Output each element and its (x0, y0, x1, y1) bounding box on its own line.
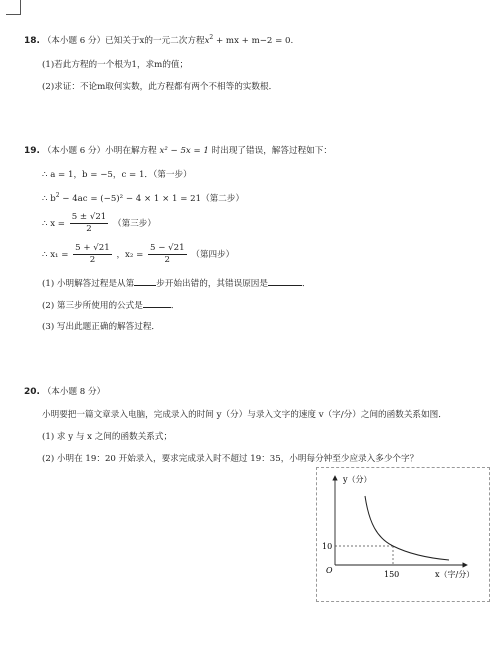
q19-part1-text-a: (1) 小明解答过程是从第 (42, 279, 135, 289)
q19-step2-lhs: ∴ b (42, 194, 56, 204)
q19-step3-prefix: ∴ x = (42, 219, 65, 229)
q18-part1: (1)若此方程的一个根为1，求m的值； (42, 60, 189, 70)
page-corner-mark (6, 0, 21, 15)
q19-step4-x1-numerator: 5 + √21 (75, 243, 110, 253)
y-tick-label: 10 (322, 542, 333, 551)
q20-graph-frame (316, 467, 490, 602)
q19-step1: ∴ a = 1，b = −5，c = 1．（第一步） (42, 170, 192, 180)
q19-step4-x1-fraction (73, 243, 112, 266)
q20-part2: (2) 小明在 19：20 开始录入，要求完成录入时不超过 19：35，小明每分钟至少应录入多少个字？ (42, 454, 419, 464)
q18-equation-tail: + mx + m−2 = 0. (215, 36, 294, 46)
q19-step2: ∴ $b^2 - 4ac = (-5)^2 - 4 \times 1 \times 1 = 21$（第二步） (42, 192, 245, 204)
q19-part1-text-b: 步开始出错的，其错误原因是 (156, 279, 268, 289)
q19-part2-text: (2) 第三步所使用的公式是 (42, 301, 143, 311)
q19-intro-tail: 时出现了错误，解答过程如下： (211, 146, 332, 156)
q19-part1 (42, 276, 311, 289)
q20-graph (317, 468, 491, 603)
inverse-curve (365, 496, 449, 560)
y-axis-label: y（分） (343, 475, 372, 484)
q18-number: 18. (24, 36, 40, 46)
q19-step4-x2-denominator: 2 (164, 255, 171, 265)
q19-step4-x2-fraction (148, 243, 187, 266)
q20-intro: （本小题 8 分） (42, 387, 106, 397)
q20-number: 20. (24, 387, 40, 397)
q20-part1: (1) 求 y 与 x 之间的函数关系式； (42, 432, 173, 442)
q19-step3-denominator: 2 (86, 224, 92, 234)
q19-part2-end: ． (170, 301, 180, 311)
q19-step3 (42, 212, 156, 235)
q19-step4 (42, 243, 234, 266)
q19-answer-blank-formula[interactable] (143, 298, 171, 308)
q19-part2 (42, 298, 179, 311)
origin-label: O (326, 566, 333, 575)
q19-step4-x1: ∴ x₁ = (42, 250, 69, 260)
q18-part2: (2)求证：不论m取何实数，此方程都有两个不相等的实数根． (42, 82, 278, 92)
q19-answer-blank-reason[interactable] (268, 276, 302, 286)
q19-step4-x2-numerator: 5 − √21 (150, 243, 185, 253)
q19-step3-fraction (70, 212, 109, 235)
q19-step4-suffix: （第四步） (191, 250, 235, 260)
q19-intro: （本小题 6 分）小明在解方程 (42, 146, 157, 156)
q19-step3-suffix: （第三步） (113, 219, 156, 229)
q19-part3: (3) 写出此题正确的解答过程． (42, 322, 161, 332)
q19-answer-blank-step[interactable] (134, 276, 156, 286)
q20-stem (24, 385, 105, 397)
q19-part1-end: ． (301, 279, 311, 289)
q20-paragraph: 小明要把一篇文章录入电脑，完成录入的时间 y（分）与录入文字的速度 v（字/分）之间的函数关系如图． (42, 410, 447, 420)
q19-equation: x² − 5x = 1 (159, 146, 209, 156)
q19-step2-rest: − 4ac = (−5)² − 4 × 1 × 1 = 21（第二步） (59, 194, 245, 204)
x-axis-label: x（字/分） (435, 570, 475, 579)
q19-step4-x2: ，x₂ = (116, 250, 144, 260)
q18-intro: （本小题 6 分）已知关于x的一元二次方程 (42, 36, 205, 46)
q19-step3-numerator: 5 ± √21 (71, 212, 107, 222)
q19-stem (24, 144, 332, 156)
q19-number: 19. (24, 146, 40, 156)
q18-stem: 18. （本小题 6 分）已知关于x的一元二次方程$x^2$ + mx + m−2 = 0. (24, 34, 294, 46)
x-tick-label: 150 (384, 570, 400, 579)
q19-step4-x1-denominator: 2 (89, 255, 96, 265)
